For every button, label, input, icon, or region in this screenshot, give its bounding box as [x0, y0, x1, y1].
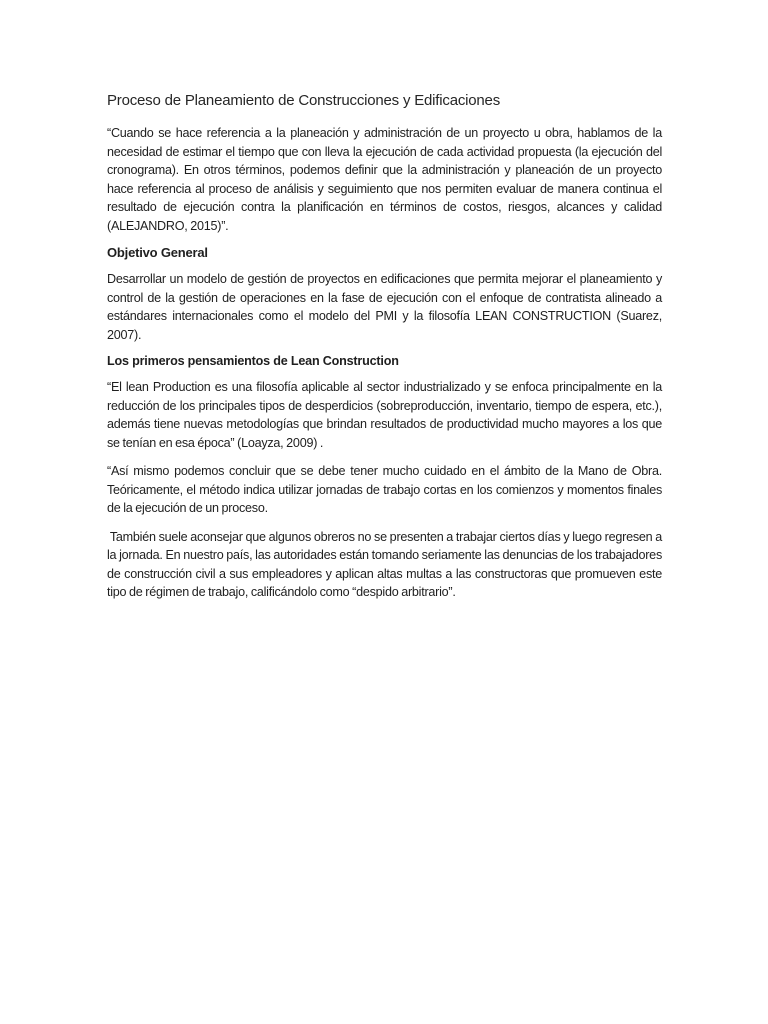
closing-paragraph [107, 528, 662, 602]
objective-paragraph: Desarrollar un modelo de gestión de proyectos en edificaciones que permita mejorar el planeamiento y control de la gestión de operaciones en la fase de ejecución con el enfoque de contratista alineado a estándares internacionales como el modelo del PMI y la filosofía LEAN CONSTRUCTION (Suarez, 2007). [107, 272, 662, 342]
closing-paragraph-text: También suele aconsejar que algunos obreros no se presenten a trabajar ciertos días y luego regresen a la jornada. En nuestro país, las autoridades están tomando seriamente las denuncias de los trabajadores de construcción civil a sus empleadores y aplican altas multas a las constructoras que promueven este tipo de régimen de trabajo, calificándolo como “despido arbitrario”. [107, 529, 662, 599]
document-title: Proceso de Planeamiento de Construcciones y Edificaciones [107, 92, 500, 109]
lean-construction-heading: Los primeros pensamientos de Lean Construction [107, 354, 399, 368]
objective-heading: Objetivo General [107, 245, 208, 260]
lean-quote-paragraph-1: “El lean Production es una filosofía aplicable al sector industrializado y se enfoca principalmente en la reducción de los principales tipos de desperdicios (sobreproducción, inventario, tiempo de espera, etc.), además tiene nuevas metodologías que brindan resultados de productividad mucho mayores a los que se tenían en esa época” (Loayza, 2009) . [107, 380, 662, 450]
document-page [107, 92, 662, 612]
intro-quote-paragraph: “Cuando se hace referencia a la planeación y administración de un proyecto u obra, hablamos de la necesidad de estimar el tiempo que con lleva la ejecución de cada actividad propuesta (la ejecución del cronograma). En otros términos, podemos definir que la administración y planeación de un proyecto hace referencia al proceso de análisis y seguimiento que nos permiten evaluar de manera continua el resultado de ejecución contra la planificación en términos de costos, riesgos, alcances y calidad (ALEJANDRO, 2015)”. [107, 126, 662, 233]
lean-quote-paragraph-2: “Así mismo podemos concluir que se debe tener mucho cuidado en el ámbito de la Mano de Obra. Teóricamente, el método indica utilizar jornadas de trabajo cortas en los comienzos y momentos finales de la ejecución de un proceso. [107, 464, 662, 515]
